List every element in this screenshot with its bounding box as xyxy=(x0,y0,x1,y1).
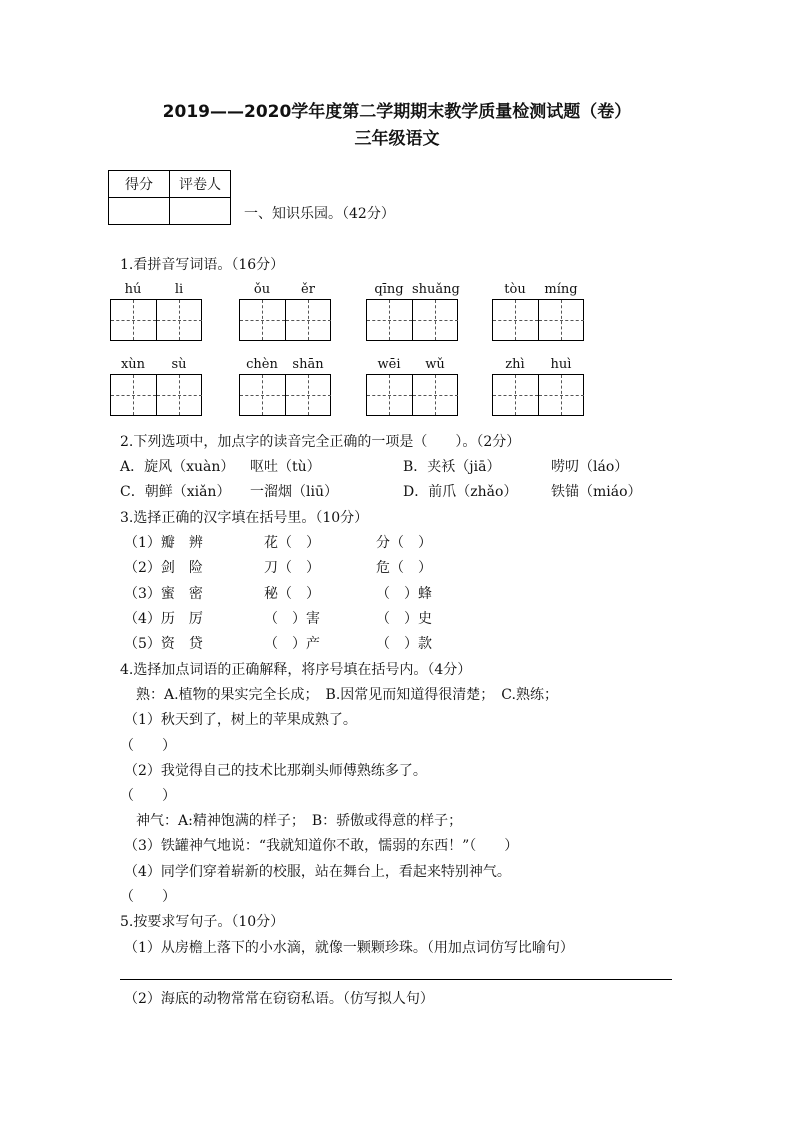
writing-cell[interactable] xyxy=(493,375,538,415)
question-4-title: 4.选择加点词语的正确解释，将序号填在括号内。（4分） xyxy=(120,662,472,678)
guide-line xyxy=(435,375,436,415)
writing-cell[interactable] xyxy=(286,300,331,340)
writing-grid xyxy=(366,374,458,416)
writing-cell[interactable] xyxy=(111,375,156,415)
q4-answer-4[interactable]: （ ） xyxy=(120,889,176,905)
pinyin-label: qīng xyxy=(374,282,404,297)
option-a-1: A．旋风（xuàn） xyxy=(120,459,235,475)
q3-row-a: （ ）产 xyxy=(264,636,320,652)
writing-grid xyxy=(239,374,331,416)
option-d-1: D．前爪（zhǎo） xyxy=(403,484,518,500)
writing-cell[interactable] xyxy=(539,375,584,415)
q4-sentence-1: （1）秋天到了，树上的苹果成熟了。 xyxy=(124,712,357,728)
writing-cell[interactable] xyxy=(367,300,412,340)
pinyin-label: míng xyxy=(544,282,578,297)
writing-grid xyxy=(110,374,202,416)
question-2-title: 2.下列选项中，加点字的读音完全正确的一项是（ ）。（2分） xyxy=(120,434,521,450)
pinyin-label: sù xyxy=(171,357,187,372)
guide-line xyxy=(561,375,562,415)
pinyin-label: huì xyxy=(550,357,572,372)
definition-shu: 熟：A.植物的果实完全长成； B.因常见而知道得很清楚； C.熟练； xyxy=(136,687,558,703)
q3-row-a: 秘（ ） xyxy=(264,586,320,602)
q5-sentence-1: （1）从房檐上落下的小水滴，就像一颗颗珍珠。（用加点词仿写比喻句） xyxy=(124,940,574,956)
q4-answer-2[interactable]: （ ） xyxy=(120,788,176,804)
pinyin-label: tòu xyxy=(504,282,526,297)
writing-cell[interactable] xyxy=(286,375,331,415)
guide-line xyxy=(435,300,436,340)
writing-cell[interactable] xyxy=(493,300,538,340)
option-c-2: 一溜烟（liū） xyxy=(250,484,338,500)
option-a-2: 呕吐（tù） xyxy=(250,459,321,475)
pinyin-label: shuǎng xyxy=(412,282,460,297)
writing-cell[interactable] xyxy=(111,300,156,340)
q3-row-a: （ ）害 xyxy=(264,611,320,627)
guide-line xyxy=(262,375,263,415)
q3-row-b: 分（ ） xyxy=(376,535,432,551)
q3-row-b: 危（ ） xyxy=(376,560,432,576)
score-cell[interactable] xyxy=(109,198,170,225)
question-3-title: 3.选择正确的汉字填在括号里。（10分） xyxy=(120,510,369,526)
guide-line xyxy=(308,375,309,415)
q3-row-label: （5）资 贷 xyxy=(124,636,203,652)
option-b-1: B．夹袄（jiā） xyxy=(403,459,501,475)
pinyin-label: xùn xyxy=(120,357,146,372)
q4-sentence-2: （2）我觉得自己的技术比那剃头师傅熟练多了。 xyxy=(124,763,427,779)
option-d-2: 铁锚（miáo） xyxy=(551,484,642,500)
q4-answer-1[interactable]: （ ） xyxy=(120,738,176,754)
writing-grid xyxy=(492,374,584,416)
writing-cell[interactable] xyxy=(367,375,412,415)
guide-line xyxy=(308,300,309,340)
pinyin-label: wǔ xyxy=(425,357,445,372)
pinyin-label: li xyxy=(174,282,184,297)
writing-grid xyxy=(110,299,202,341)
q3-row-label: （4）历 厉 xyxy=(124,611,203,627)
writing-cell[interactable] xyxy=(157,300,202,340)
q3-row-label: （2）剑 险 xyxy=(124,560,203,576)
option-c-1: C．朝鲜（xiǎn） xyxy=(120,484,231,500)
grader-cell[interactable] xyxy=(170,198,231,225)
guide-line xyxy=(133,300,134,340)
writing-cell[interactable] xyxy=(157,375,202,415)
exam-title: 2019——2020学年度第二学期期末教学质量检测试题（卷） xyxy=(162,102,632,122)
writing-grid xyxy=(492,299,584,341)
guide-line xyxy=(561,300,562,340)
q3-row-b: （ ）史 xyxy=(376,611,432,627)
definition-shenqi: 神气：A:精神饱满的样子； B：骄傲或得意的样子； xyxy=(136,813,463,829)
writing-cell[interactable] xyxy=(539,300,584,340)
q4-sentence-3: （3）铁罐神气地说：“我就知道你不敢，懦弱的东西！”（ ） xyxy=(124,838,519,854)
guide-line xyxy=(179,375,180,415)
q3-row-a: 刀（ ） xyxy=(264,560,320,576)
writing-cell[interactable] xyxy=(240,300,285,340)
grader-header: 评卷人 xyxy=(170,171,231,198)
answer-line[interactable] xyxy=(120,979,672,980)
guide-line xyxy=(515,375,516,415)
writing-grid xyxy=(366,299,458,341)
guide-line xyxy=(179,300,180,340)
pinyin-label: shān xyxy=(292,357,324,372)
writing-grid xyxy=(239,299,331,341)
question-1-title: 1.看拼音写词语。（16分） xyxy=(120,257,285,273)
q3-row-b: （ ）款 xyxy=(376,636,432,652)
pinyin-label: zhì xyxy=(505,357,525,372)
writing-cell[interactable] xyxy=(413,375,458,415)
guide-line xyxy=(133,375,134,415)
guide-line xyxy=(262,300,263,340)
question-5-title: 5.按要求写句子。（10分） xyxy=(120,914,285,930)
pinyin-label: hú xyxy=(124,282,142,297)
pinyin-label: chèn xyxy=(246,357,278,372)
pinyin-label: ǒu xyxy=(253,282,271,297)
guide-line xyxy=(389,300,390,340)
q5-sentence-2: （2）海底的动物常常在窃窃私语。（仿写拟人句） xyxy=(124,991,434,1007)
score-table xyxy=(108,170,231,225)
q3-row-label: （3）蜜 密 xyxy=(124,586,203,602)
q3-row-b: （ ）蜂 xyxy=(376,586,432,602)
guide-line xyxy=(389,375,390,415)
guide-line xyxy=(515,300,516,340)
exam-subtitle: 三年级语文 xyxy=(354,129,440,149)
q3-row-a: 花（ ） xyxy=(264,535,320,551)
section-heading: 一、知识乐园。（42分） xyxy=(244,206,395,222)
writing-cell[interactable] xyxy=(413,300,458,340)
pinyin-label: ěr xyxy=(301,282,315,297)
writing-cell[interactable] xyxy=(240,375,285,415)
pinyin-label: wēi xyxy=(377,357,401,372)
q3-row-label: （1）瓣 辨 xyxy=(124,535,203,551)
q4-sentence-4: （4）同学们穿着崭新的校服，站在舞台上，看起来特别神气。 xyxy=(124,864,511,880)
score-header: 得分 xyxy=(109,171,170,198)
option-b-2: 唠叨（láo） xyxy=(551,459,629,475)
